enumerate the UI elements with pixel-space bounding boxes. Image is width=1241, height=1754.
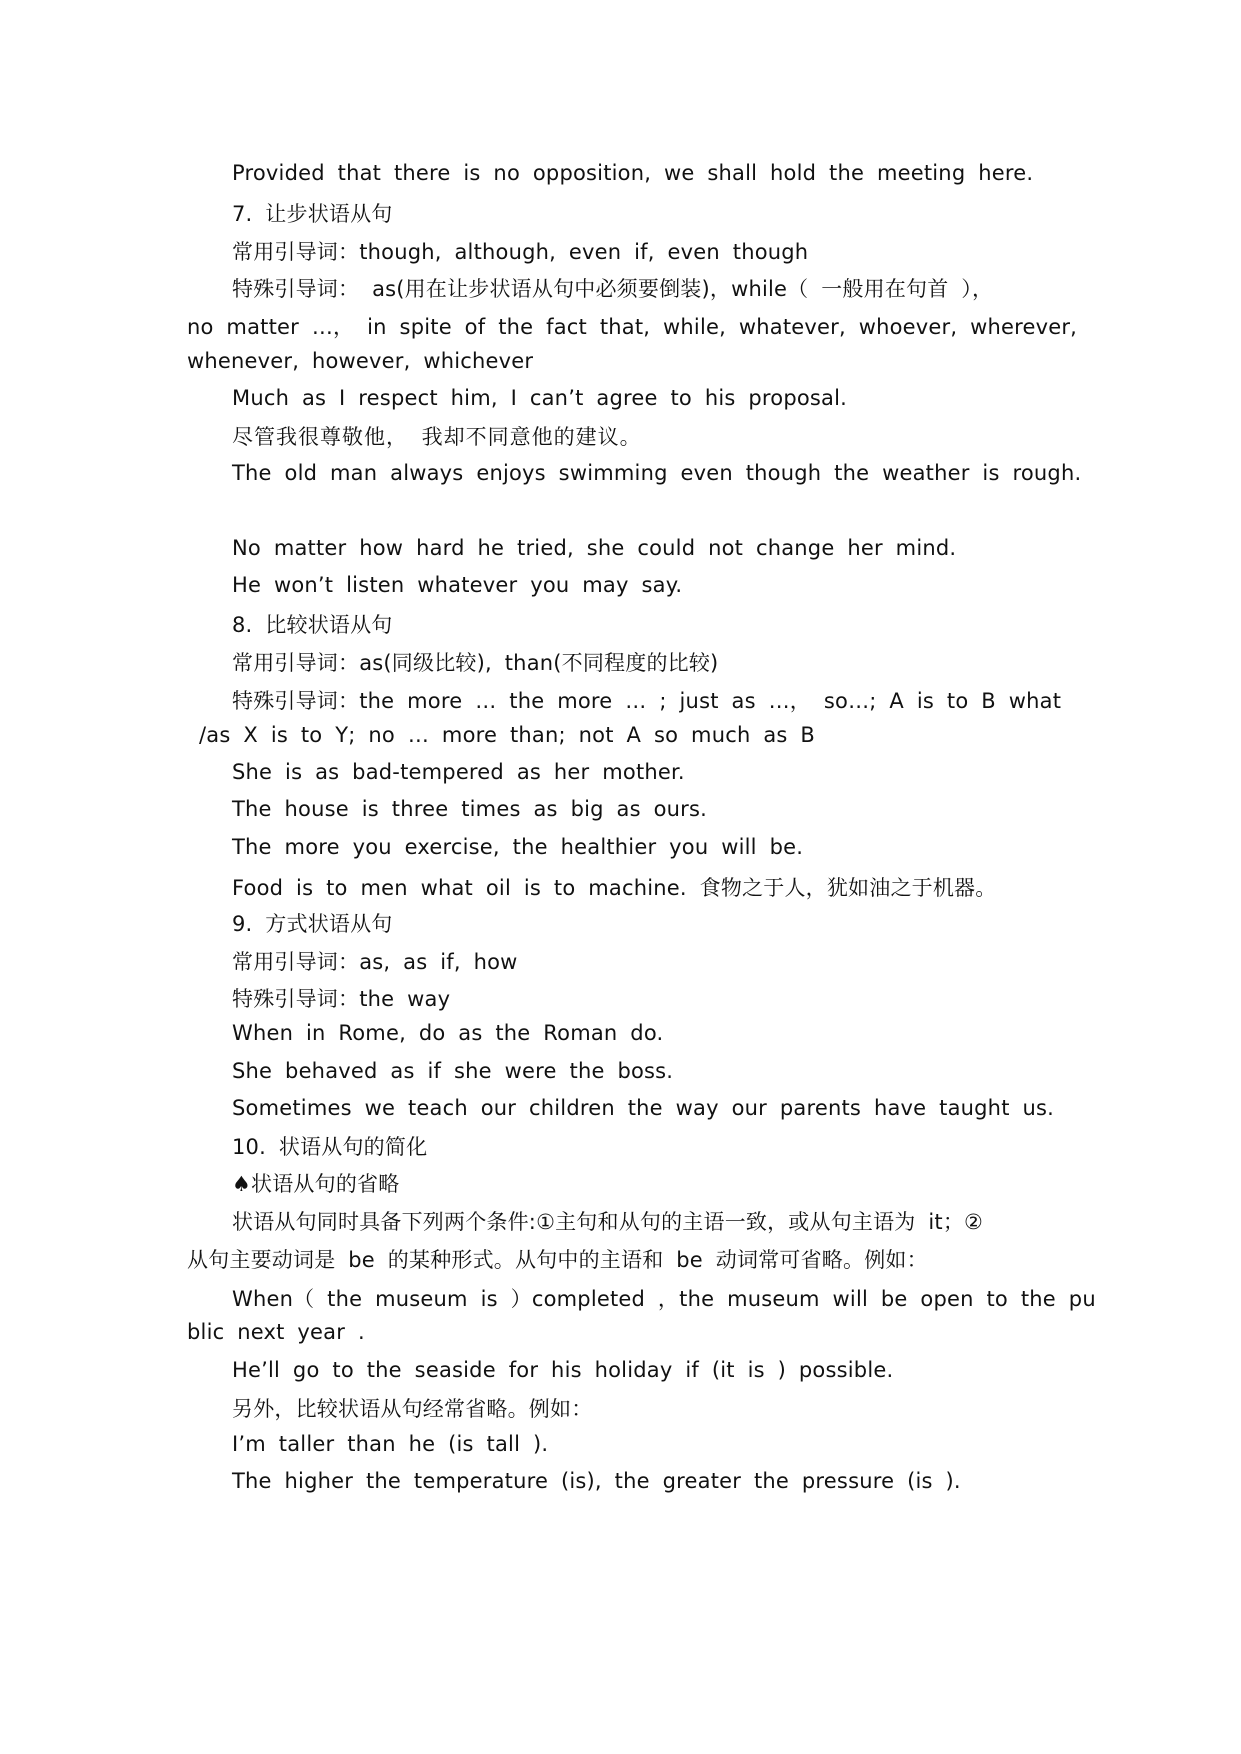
text-line: 尽管我很尊敬他， 我却不同意他的建议。: [232, 425, 642, 449]
section-heading: 7. 让步状语从句: [232, 202, 393, 226]
text-line: No matter how hard he tried, she could not change her mind.: [232, 536, 957, 560]
text-line: 特殊引导词：the way: [232, 987, 451, 1011]
text-line: whenever, however, whichever: [187, 349, 534, 373]
text-line: He won’t listen whatever you may say.: [232, 573, 683, 597]
text-line: 从句主要动词是 be 的某种形式。从句中的主语和 be 动词常可省略。例如：: [187, 1248, 928, 1272]
text-line: 另外，比较状语从句经常省略。例如：: [232, 1397, 593, 1421]
section-heading: 9. 方式状语从句: [232, 912, 393, 936]
text-line: Sometimes we teach our children the way our parents have taught us.: [232, 1096, 1055, 1120]
text-line: 常用引导词：though, although, even if, even though: [232, 240, 809, 264]
text-line: no matter …， in spite of the fact that, while, whatever, whoever, wherever,: [187, 315, 1078, 339]
text-line: He’ll go to the seaside for his holiday if (it is ) possible.: [232, 1358, 894, 1382]
text-line: 特殊引导词：the more … the more … ; just as …， so…; A is to B what: [232, 689, 1062, 713]
section-heading: 8. 比较状语从句: [232, 613, 393, 637]
text-line: 特殊引导词： as(用在让步状语从句中必须要倒装)，while（ 一般用在句首 ），: [232, 277, 994, 301]
text-line: I’m taller than he (is tall ).: [232, 1432, 549, 1456]
text-line: Provided that there is no opposition, we shall hold the meeting here.: [232, 161, 1034, 185]
section-heading: 10. 状语从句的简化: [232, 1135, 428, 1159]
text-line: The higher the temperature (is), the greater the pressure (is ).: [232, 1469, 961, 1493]
text-line: The more you exercise, the healthier you will be.: [232, 835, 804, 859]
text-line: Food is to men what oil is to machine. 食物之于人，犹如油之于机器。: [232, 876, 997, 900]
text-line: She is as bad-tempered as her mother.: [232, 760, 685, 784]
text-line: Much as I respect him, I can’t agree to his proposal.: [232, 386, 848, 410]
text-line: 状语从句同时具备下列两个条件:①主句和从句的主语一致，或从句主语为 it；②: [232, 1210, 984, 1234]
text-line: When（ the museum is ）completed ，the museum will be open to the pu: [232, 1287, 1096, 1311]
text-line: 常用引导词：as(同级比较), than(不同程度的比较): [232, 651, 719, 675]
text-line: The house is three times as big as ours.: [232, 797, 708, 821]
text-line: /as X is to Y; no … more than; not A so much as B: [199, 723, 816, 747]
text-line: When in Rome, do as the Roman do.: [232, 1021, 664, 1045]
text-line: blic next year .: [187, 1320, 365, 1344]
text-line: 常用引导词：as, as if, how: [232, 950, 518, 974]
text-line: She behaved as if she were the boss.: [232, 1059, 674, 1083]
text-line: The old man always enjoys swimming even though the weather is rough.: [232, 461, 1082, 485]
subsection-heading: ♠状语从句的省略: [232, 1172, 400, 1196]
